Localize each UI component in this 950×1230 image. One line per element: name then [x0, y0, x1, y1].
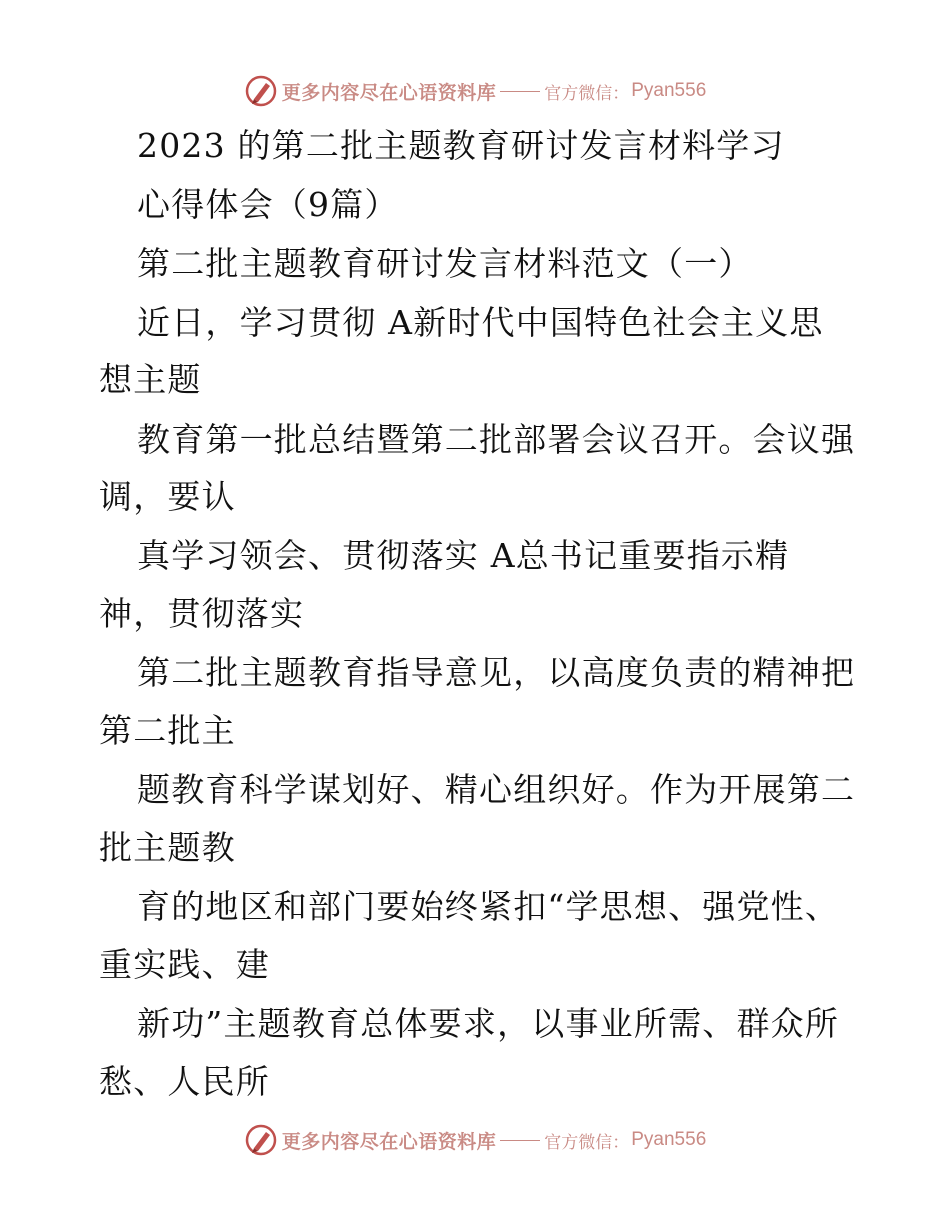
section-heading: 第二批主题教育研讨发言材料范文（一） — [137, 244, 753, 283]
paragraph-line: 第二批主 — [99, 711, 236, 750]
watermark-brand: 更多内容尽在心语资料库 — [281, 81, 497, 104]
watermark-dash — [500, 1140, 540, 1141]
paragraph-line: 批主题教 — [99, 828, 236, 867]
watermark-wechat-label: 官方微信： — [544, 83, 630, 104]
paragraph-line: 育的地区和部门要始终紧扣“学思想、强党性、 — [137, 887, 840, 926]
paragraph-line: 近日，学习贯彻 A新时代中国特色社会主义思 — [137, 303, 824, 342]
watermark-wechat-label: 官方微信： — [544, 1132, 630, 1153]
pen-logo-icon — [244, 1123, 278, 1157]
paragraph-line: 想主题 — [99, 360, 202, 399]
watermark-wechat-id: Pyan556 — [631, 1129, 707, 1150]
paragraph-line: 真学习领会、贯彻落实 A总书记重要指示精 — [137, 536, 790, 575]
paragraph-line: 题教育科学谋划好、精心组织好。作为开展第二 — [137, 770, 856, 809]
watermark-banner-bottom — [0, 1120, 950, 1160]
doc-title-line-2: 心得体会（9篇） — [137, 185, 399, 224]
paragraph-line: 调，要认 — [99, 477, 236, 516]
watermark-brand: 更多内容尽在心语资料库 — [281, 1130, 497, 1153]
paragraph-line: 神，贯彻落实 — [99, 594, 305, 633]
paragraph-line: 教育第一批总结暨第二批部署会议召开。会议强 — [137, 420, 856, 459]
paragraph-line: 愁、人民所 — [99, 1062, 270, 1101]
watermark-wechat-id: Pyan556 — [631, 80, 707, 101]
paragraph-line: 重实践、建 — [99, 945, 270, 984]
paragraph-line: 第二批主题教育指导意见，以高度负责的精神把 — [137, 653, 856, 692]
doc-title-line-1: 2023 的第二批主题教育研讨发言材料学习 — [137, 126, 785, 165]
paragraph-line: 新功”主题教育总体要求，以事业所需、群众所 — [137, 1004, 840, 1043]
